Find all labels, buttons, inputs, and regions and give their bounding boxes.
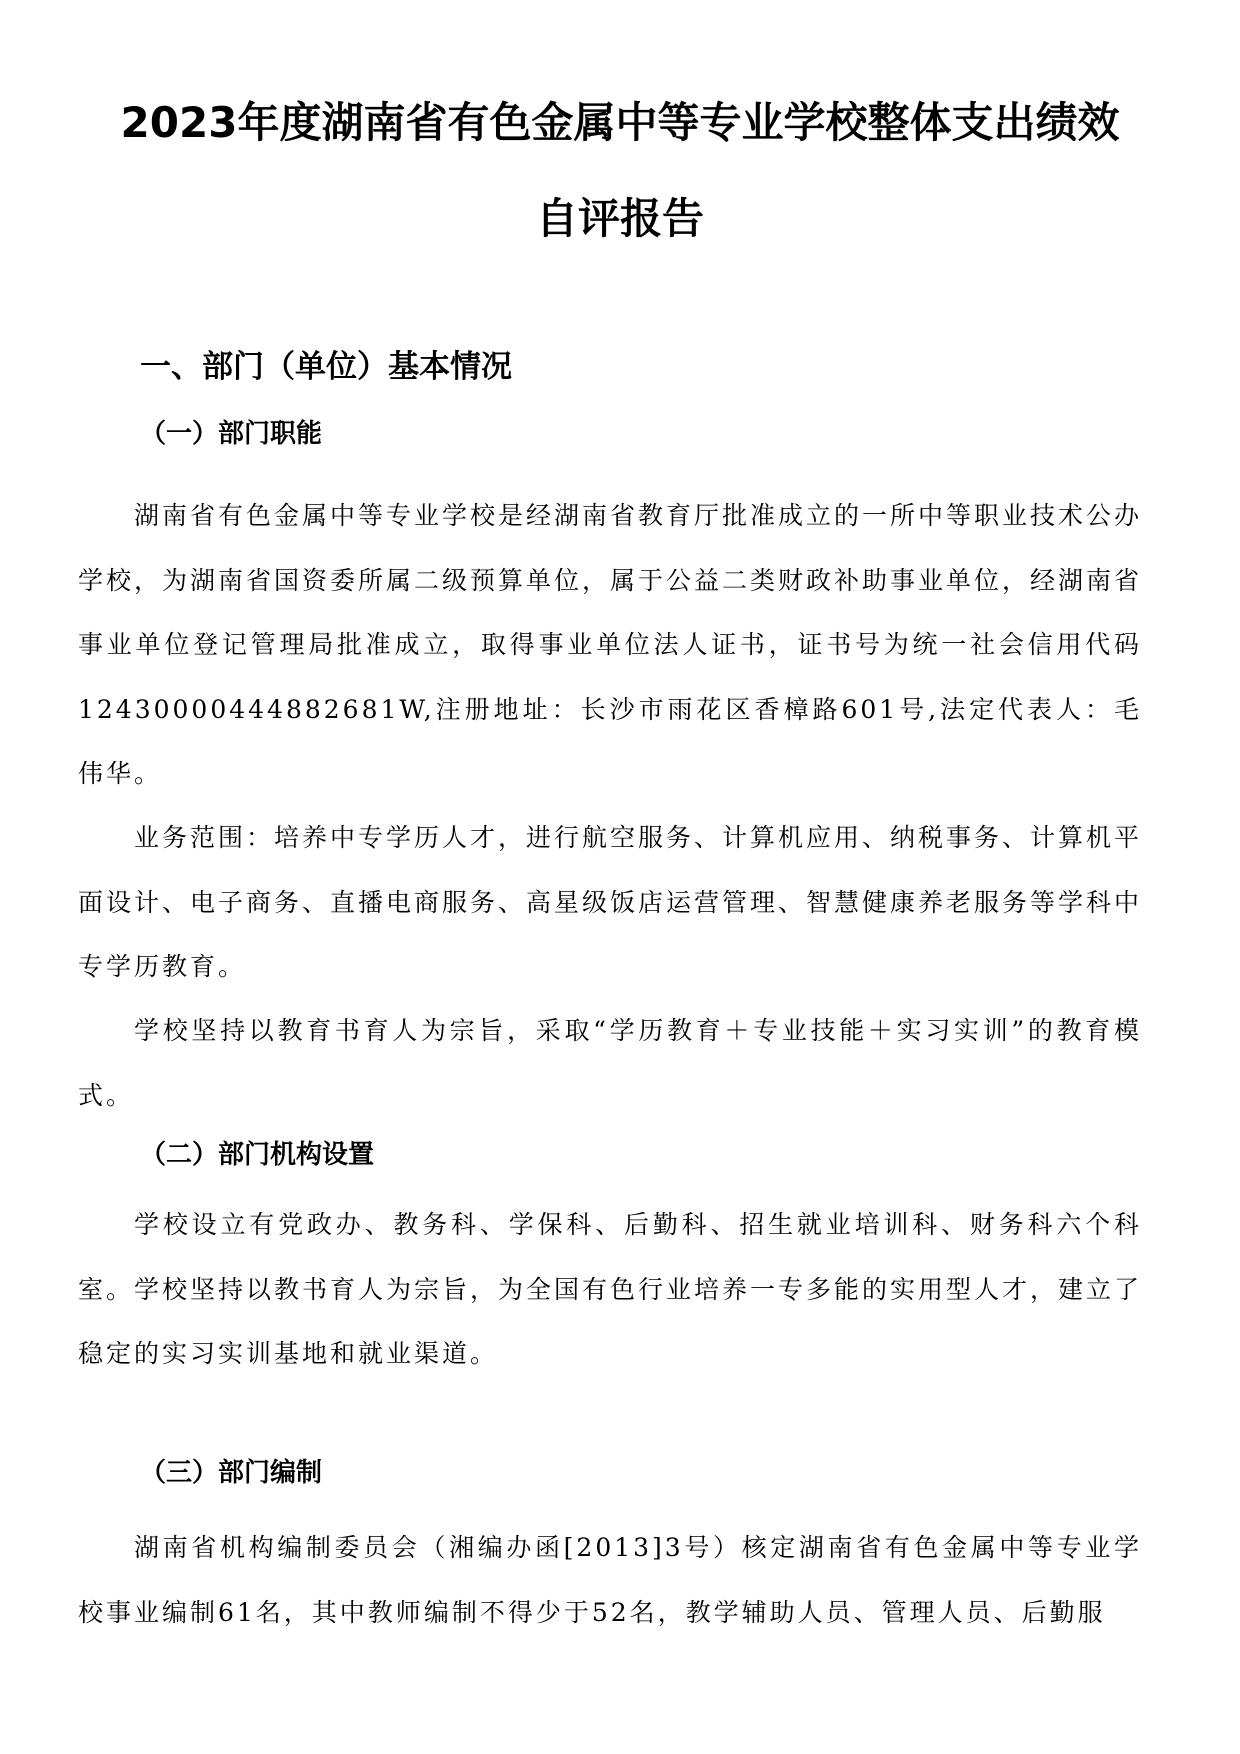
paragraph-business-scope: 业务范围：培养中专学历人才，进行航空服务、计算机应用、纳税事务、计算机平面设计、电子商务、直播电商服务、高星级饭店运营管理、智慧健康养老服务等学科中专学历教育。 — [78, 823, 1143, 981]
document-title-line-1: 2023年度湖南省有色金属中等专业学校整体支出绩效 — [120, 98, 1120, 147]
section-heading-basic-info: 一、部门（单位）基本情况 — [140, 349, 512, 385]
paragraph-departments: 学校设立有党政办、教务科、学保科、后勤科、招生就业培训科、财务科六个科室。学校坚持以教书育人为宗旨，为全国有色行业培养一专多能的实用型人才，建立了稳定的实习实训基地和就业渠道。 — [78, 1210, 1143, 1368]
document-title-line-2: 自评报告 — [535, 194, 704, 243]
paragraph-education-model: 学校坚持以教育书育人为宗旨，采取“学历教育＋专业技能＋实习实训”的教育模式。 — [78, 1016, 1142, 1110]
paragraph-staffing-quota: 湖南省机构编制委员会（湘编办函[2013]3号）核定湖南省有色金属中等专业学校事业编制61名，其中教师编制不得少于52名，教学辅助人员、管理人员、后勤服 — [78, 1533, 1142, 1627]
paragraph-school-profile: 湖南省有色金属中等专业学校是经湖南省教育厅批准成立的一所中等职业技术公办学校，为湖南省国资委所属二级预算单位，属于公益二类财政补助事业单位，经湖南省事业单位登记管理局批准成立，取得事业单位法人证书，证书号为统一社会信用代码12430000444882681W,注册地址：长沙市雨花区香樟路601号,法定代表人：毛伟华。 — [78, 501, 1143, 788]
subsection-heading-functions: （一）部门职能 — [140, 419, 323, 449]
subsection-heading-structure: （二）部门机构设置 — [140, 1140, 375, 1170]
subsection-heading-staffing: （三）部门编制 — [140, 1458, 323, 1488]
